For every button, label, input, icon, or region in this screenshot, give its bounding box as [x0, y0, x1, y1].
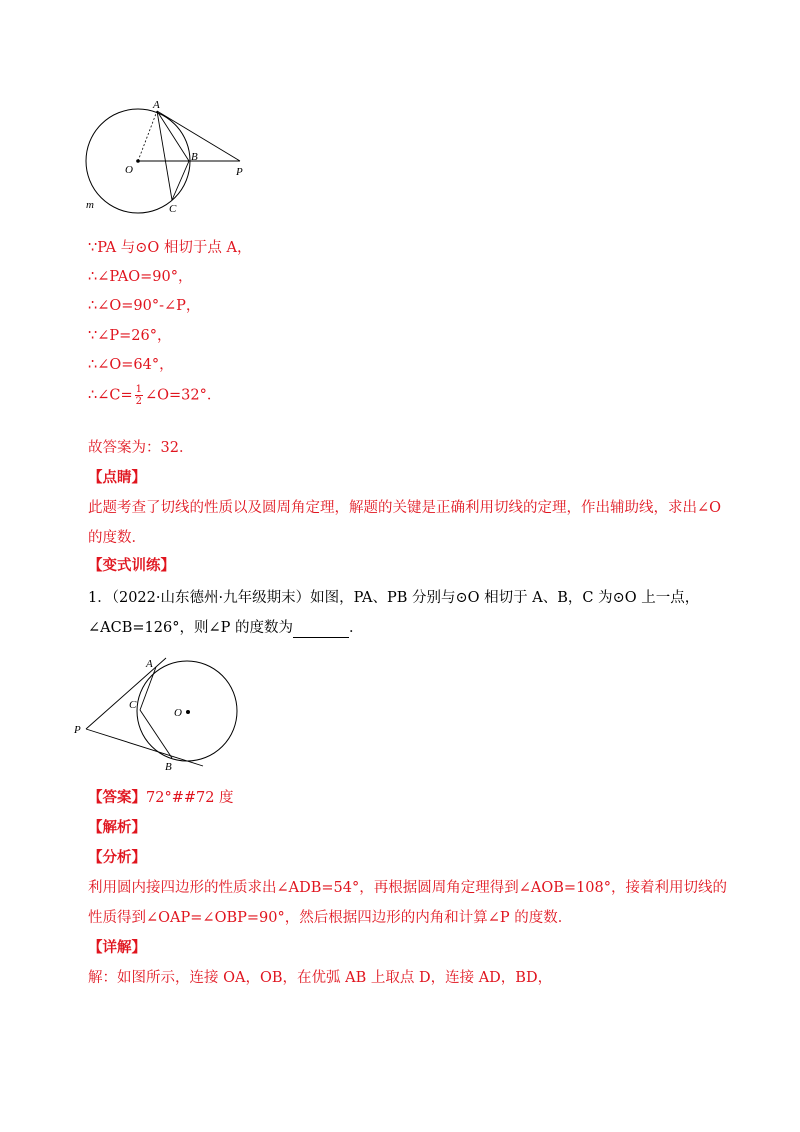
solution-line-6 [88, 384, 221, 407]
line6-suffix: ∠O=32°． [145, 387, 222, 404]
line6-prefix: ∴∠C= [88, 387, 133, 404]
segment-ap [157, 111, 240, 161]
segment-ab [157, 111, 189, 161]
variant-heading: 【变式训练】 [88, 557, 175, 574]
comment-heading: 【点睛】 [88, 469, 146, 486]
answer-line [88, 788, 234, 808]
solution-line-2: ∴∠PAO=90°， [88, 269, 193, 285]
figure-tangent-circle-1 [80, 98, 270, 218]
label-a-2: A [146, 658, 153, 670]
solution-line-5: ∴∠O=64°， [88, 357, 174, 373]
fraction-one-half [135, 384, 143, 407]
fraction-denominator: 2 [135, 396, 142, 407]
center-dot-2 [186, 710, 190, 714]
label-o-2: O [174, 707, 182, 719]
center-dot [136, 159, 140, 163]
question-line-2-end: ． [348, 620, 364, 636]
fraction-numerator: 1 [135, 384, 142, 395]
answer-statement: 故答案为：32． [88, 440, 194, 456]
answer-blank [293, 623, 349, 638]
analysis-heading: 【解析】 [88, 819, 146, 836]
question-line-2-text: ∠ACB=126°，则∠P 的度数为 [88, 620, 293, 636]
figure-tangent-circle-2 [70, 650, 250, 775]
label-p-2: P [74, 724, 81, 736]
detail-text: 解：如图所示，连接 OA，OB，在优弧 AB 上取点 D，连接 AD，BD， [88, 970, 553, 986]
label-b-2: B [165, 761, 172, 773]
tangent-pb [86, 729, 203, 766]
label-c: C [169, 203, 177, 215]
fenxi-text: 利用圆内接四边形的性质求出∠ADB=54°，再根据圆周角定理得到∠AOB=108°，接着利用切线的性质得到∠OAP=∠OBP=90°，然后根据四边形的内角和计算∠P 的度数． [88, 880, 727, 926]
answer-text: 72°##72 度 [146, 790, 234, 806]
answer-label: 【答案】 [88, 789, 146, 806]
label-m: m [86, 199, 94, 211]
question-line-1: 1．（2022·山东德州·九年级期末）如图，PA、PB 分别与⊙O 相切于 A、B，C 为⊙O 上一点， [88, 590, 700, 606]
label-o: O [125, 164, 133, 176]
solution-line-1: ∵PA 与⊙O 相切于点 A， [88, 240, 252, 256]
tangent-pa [86, 658, 166, 729]
comment-text: 此题考查了切线的性质以及圆周角定理，解题的关键是正确利用切线的定理，作出辅助线，求出∠O 的度数． [88, 500, 722, 546]
question-line-2 [88, 618, 363, 638]
fenxi-heading: 【分析】 [88, 849, 146, 866]
segment-ac [157, 111, 172, 200]
label-a: A [153, 99, 160, 111]
label-p: P [236, 166, 243, 178]
solution-line-4: ∵∠P=26°， [88, 328, 172, 344]
label-b: B [191, 151, 198, 163]
solution-line-3: ∴∠O=90°-∠P， [88, 298, 201, 314]
detail-heading: 【详解】 [88, 939, 146, 956]
segment-oa-dashed [138, 111, 157, 161]
label-c-2: C [129, 699, 137, 711]
